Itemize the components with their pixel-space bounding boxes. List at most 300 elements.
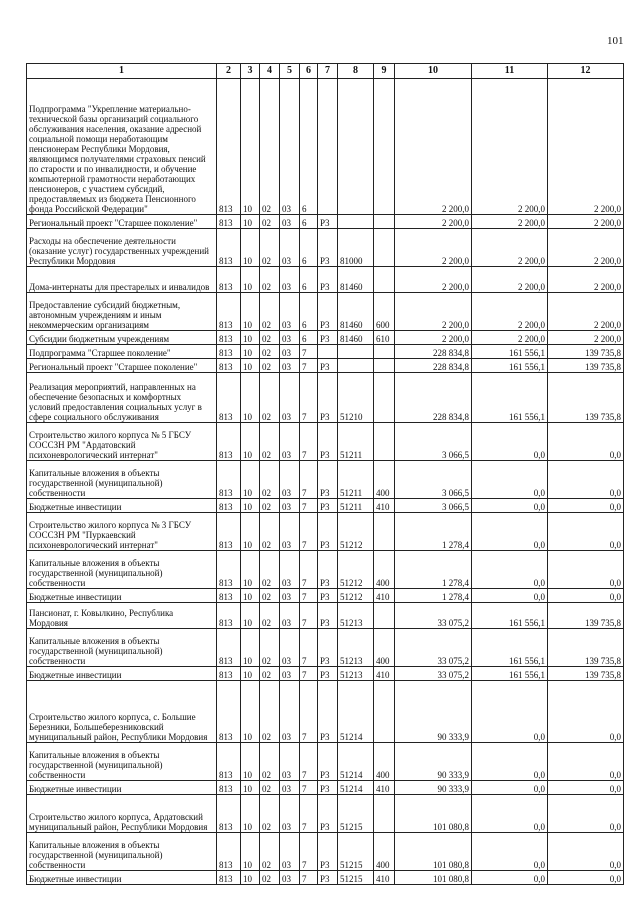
section-cell: 10 — [241, 229, 260, 267]
amount-year2-cell: 161 556,1 — [472, 359, 548, 373]
section-cell: 10 — [241, 603, 260, 629]
amount-year3-cell: 139 735,8 — [548, 373, 624, 423]
program-cell: 03 — [280, 589, 300, 603]
row-name-cell: Пансионат, г. Ковылкино, Республика Мордовия — [27, 603, 217, 629]
subprogram-cell: 7 — [300, 795, 318, 833]
table-row — [27, 423, 624, 461]
amount-year3-cell: 2 200,0 — [548, 267, 624, 293]
amount-year2-cell: 2 200,0 — [472, 331, 548, 345]
direction-cell: 51214 — [338, 743, 374, 781]
direction-cell: 81460 — [338, 293, 374, 331]
program-cell: 03 — [280, 551, 300, 589]
section-cell: 10 — [241, 293, 260, 331]
table-row — [27, 551, 624, 589]
project-cell: P3 — [318, 373, 338, 423]
row-name-cell: Реализация мероприятий, направленных на обеспечение безопасных и комфортных условий предоставления социальных услуг в сфере социального обслуживания — [27, 373, 217, 423]
subsection-cell: 02 — [260, 499, 280, 513]
amount-year3-cell: 0,0 — [548, 871, 624, 885]
amount-year2-cell: 161 556,1 — [472, 345, 548, 359]
row-name-cell: Субсидии бюджетным учреждениям — [27, 331, 217, 345]
amount-year1-cell: 2 200,0 — [395, 267, 472, 293]
column-header: 5 — [280, 64, 300, 79]
amount-year3-cell: 2 200,0 — [548, 215, 624, 229]
project-cell: P3 — [318, 743, 338, 781]
expense-type-cell: 400 — [374, 551, 395, 589]
amount-year3-cell: 2 200,0 — [548, 293, 624, 331]
amount-year1-cell: 2 200,0 — [395, 229, 472, 267]
table-row — [27, 229, 624, 267]
expense-type-cell — [374, 681, 395, 743]
amount-year3-cell: 0,0 — [548, 589, 624, 603]
row-name-cell: Бюджетные инвестиции — [27, 781, 217, 795]
program-cell: 03 — [280, 79, 300, 215]
expense-type-cell: 410 — [374, 871, 395, 885]
subprogram-cell: 7 — [300, 359, 318, 373]
amount-year2-cell: 2 200,0 — [472, 215, 548, 229]
amount-year1-cell: 2 200,0 — [395, 79, 472, 215]
column-header: 11 — [472, 64, 548, 79]
gb-code-cell: 813 — [217, 423, 241, 461]
row-name-cell: Капитальные вложения в объекты государственной (муниципальной) собственности — [27, 833, 217, 871]
row-name-cell: Бюджетные инвестиции — [27, 667, 217, 681]
subprogram-cell: 6 — [300, 215, 318, 229]
amount-year2-cell: 2 200,0 — [472, 79, 548, 215]
direction-cell — [338, 345, 374, 359]
project-cell: P3 — [318, 331, 338, 345]
table-row — [27, 589, 624, 603]
table-row — [27, 499, 624, 513]
subsection-cell: 02 — [260, 589, 280, 603]
gb-code-cell: 813 — [217, 79, 241, 215]
subprogram-cell: 7 — [300, 589, 318, 603]
amount-year3-cell: 0,0 — [548, 423, 624, 461]
direction-cell: 51211 — [338, 423, 374, 461]
gb-code-cell: 813 — [217, 499, 241, 513]
amount-year2-cell: 161 556,1 — [472, 629, 548, 667]
program-cell: 03 — [280, 461, 300, 499]
program-cell: 03 — [280, 345, 300, 359]
expense-type-cell: 600 — [374, 293, 395, 331]
expense-type-cell: 410 — [374, 781, 395, 795]
table-row — [27, 359, 624, 373]
section-cell: 10 — [241, 629, 260, 667]
amount-year1-cell: 101 080,8 — [395, 871, 472, 885]
section-cell: 10 — [241, 79, 260, 215]
direction-cell: 51211 — [338, 461, 374, 499]
row-name-cell: Подпрограмма "Старшее поколение" — [27, 345, 217, 359]
gb-code-cell: 813 — [217, 589, 241, 603]
expense-type-cell — [374, 267, 395, 293]
subsection-cell: 02 — [260, 267, 280, 293]
amount-year2-cell: 0,0 — [472, 461, 548, 499]
subprogram-cell: 7 — [300, 461, 318, 499]
table-row — [27, 629, 624, 667]
program-cell: 03 — [280, 229, 300, 267]
amount-year1-cell: 33 075,2 — [395, 629, 472, 667]
amount-year3-cell: 0,0 — [548, 461, 624, 499]
row-name-cell: Строительство жилого корпуса, с. Большие Березники, Большеберезниковский муниципальный район, Республики Мордовия — [27, 681, 217, 743]
amount-year2-cell: 0,0 — [472, 551, 548, 589]
amount-year1-cell: 1 278,4 — [395, 513, 472, 551]
expense-type-cell: 400 — [374, 461, 395, 499]
program-cell: 03 — [280, 603, 300, 629]
table-row — [27, 743, 624, 781]
amount-year3-cell: 139 735,8 — [548, 667, 624, 681]
amount-year2-cell: 0,0 — [472, 513, 548, 551]
amount-year1-cell: 3 066,5 — [395, 499, 472, 513]
expense-type-cell — [374, 423, 395, 461]
amount-year2-cell: 161 556,1 — [472, 373, 548, 423]
subsection-cell: 02 — [260, 513, 280, 551]
amount-year2-cell: 2 200,0 — [472, 267, 548, 293]
amount-year1-cell: 2 200,0 — [395, 293, 472, 331]
direction-cell — [338, 359, 374, 373]
section-cell: 10 — [241, 681, 260, 743]
gb-code-cell: 813 — [217, 667, 241, 681]
gb-code-cell: 813 — [217, 795, 241, 833]
project-cell: P3 — [318, 589, 338, 603]
subsection-cell: 02 — [260, 795, 280, 833]
amount-year3-cell: 0,0 — [548, 499, 624, 513]
amount-year1-cell: 228 834,8 — [395, 345, 472, 359]
program-cell: 03 — [280, 423, 300, 461]
amount-year1-cell: 2 200,0 — [395, 331, 472, 345]
amount-year3-cell: 0,0 — [548, 743, 624, 781]
subsection-cell: 02 — [260, 229, 280, 267]
gb-code-cell: 813 — [217, 629, 241, 667]
expense-type-cell — [374, 513, 395, 551]
column-header: 9 — [374, 64, 395, 79]
subsection-cell: 02 — [260, 345, 280, 359]
row-name-cell: Бюджетные инвестиции — [27, 499, 217, 513]
subprogram-cell: 7 — [300, 743, 318, 781]
section-cell: 10 — [241, 331, 260, 345]
subprogram-cell: 7 — [300, 513, 318, 551]
table-row — [27, 215, 624, 229]
section-cell: 10 — [241, 781, 260, 795]
direction-cell: 51215 — [338, 795, 374, 833]
subprogram-cell: 6 — [300, 293, 318, 331]
row-name-cell: Расходы на обеспечение деятельности (оказание услуг) государственных учреждений Республики Мордовия — [27, 229, 217, 267]
subprogram-cell: 7 — [300, 603, 318, 629]
expense-type-cell: 410 — [374, 667, 395, 681]
gb-code-cell: 813 — [217, 781, 241, 795]
subsection-cell: 02 — [260, 629, 280, 667]
amount-year1-cell: 33 075,2 — [395, 667, 472, 681]
program-cell: 03 — [280, 833, 300, 871]
project-cell: P3 — [318, 871, 338, 885]
amount-year3-cell: 0,0 — [548, 551, 624, 589]
program-cell: 03 — [280, 781, 300, 795]
table-row — [27, 461, 624, 499]
section-cell: 10 — [241, 345, 260, 359]
section-cell: 10 — [241, 871, 260, 885]
row-name-cell: Капитальные вложения в объекты государственной (муниципальной) собственности — [27, 629, 217, 667]
amount-year1-cell: 101 080,8 — [395, 833, 472, 871]
subsection-cell: 02 — [260, 871, 280, 885]
amount-year2-cell: 0,0 — [472, 781, 548, 795]
amount-year2-cell: 0,0 — [472, 423, 548, 461]
section-cell: 10 — [241, 423, 260, 461]
amount-year1-cell: 1 278,4 — [395, 551, 472, 589]
row-name-cell: Предоставление субсидий бюджетным, автономным учреждениям и иным некоммерческим организациям — [27, 293, 217, 331]
subprogram-cell: 7 — [300, 667, 318, 681]
gb-code-cell: 813 — [217, 871, 241, 885]
subsection-cell: 02 — [260, 781, 280, 795]
subprogram-cell: 6 — [300, 267, 318, 293]
project-cell: P3 — [318, 629, 338, 667]
expense-type-cell: 410 — [374, 499, 395, 513]
subsection-cell: 02 — [260, 603, 280, 629]
amount-year2-cell: 0,0 — [472, 743, 548, 781]
section-cell: 10 — [241, 359, 260, 373]
amount-year2-cell: 0,0 — [472, 499, 548, 513]
gb-code-cell: 813 — [217, 743, 241, 781]
gb-code-cell: 813 — [217, 603, 241, 629]
subprogram-cell: 6 — [300, 229, 318, 267]
amount-year1-cell: 33 075,2 — [395, 603, 472, 629]
section-cell: 10 — [241, 833, 260, 871]
amount-year1-cell: 90 333,9 — [395, 781, 472, 795]
table-row — [27, 681, 624, 743]
program-cell: 03 — [280, 267, 300, 293]
direction-cell: 51215 — [338, 833, 374, 871]
expense-type-cell — [374, 373, 395, 423]
amount-year2-cell: 161 556,1 — [472, 603, 548, 629]
amount-year3-cell: 0,0 — [548, 681, 624, 743]
subprogram-cell: 6 — [300, 331, 318, 345]
subsection-cell: 02 — [260, 423, 280, 461]
section-cell: 10 — [241, 589, 260, 603]
table-row — [27, 667, 624, 681]
amount-year1-cell: 2 200,0 — [395, 215, 472, 229]
direction-cell: 51210 — [338, 373, 374, 423]
row-name-cell: Бюджетные инвестиции — [27, 589, 217, 603]
program-cell: 03 — [280, 359, 300, 373]
amount-year2-cell: 0,0 — [472, 833, 548, 871]
direction-cell: 51213 — [338, 667, 374, 681]
project-cell: P3 — [318, 795, 338, 833]
subprogram-cell: 7 — [300, 551, 318, 589]
project-cell: P3 — [318, 461, 338, 499]
subprogram-cell: 7 — [300, 871, 318, 885]
amount-year3-cell: 139 735,8 — [548, 629, 624, 667]
direction-cell: 51213 — [338, 629, 374, 667]
section-cell: 10 — [241, 499, 260, 513]
direction-cell — [338, 79, 374, 215]
amount-year3-cell: 0,0 — [548, 513, 624, 551]
direction-cell: 51212 — [338, 551, 374, 589]
gb-code-cell: 813 — [217, 461, 241, 499]
direction-cell: 51211 — [338, 499, 374, 513]
table-row — [27, 603, 624, 629]
amount-year2-cell: 0,0 — [472, 589, 548, 603]
program-cell: 03 — [280, 215, 300, 229]
section-cell: 10 — [241, 795, 260, 833]
table-row — [27, 373, 624, 423]
column-header: 12 — [548, 64, 624, 79]
subprogram-cell: 7 — [300, 833, 318, 871]
subsection-cell: 02 — [260, 681, 280, 743]
row-name-cell: Подпрограмма "Укрепление материально-технической базы организаций социального обслуживания населения, оказание адресной социальной помощи неработающим пенсионерам Республики Мордовия, являющимся получателями страховых пенсий по старости и по инвалидности, и обучение компьютерной грамотности неработающих пенсионеров, с участием субсидий, предоставляемых из бюджета Пенсионного фонда Российской Федерации" — [27, 79, 217, 215]
section-cell: 10 — [241, 513, 260, 551]
section-cell: 10 — [241, 373, 260, 423]
row-name-cell: Бюджетные инвестиции — [27, 871, 217, 885]
gb-code-cell: 813 — [217, 293, 241, 331]
project-cell — [318, 79, 338, 215]
subsection-cell: 02 — [260, 359, 280, 373]
amount-year3-cell: 0,0 — [548, 781, 624, 795]
section-cell: 10 — [241, 461, 260, 499]
subprogram-cell: 7 — [300, 499, 318, 513]
amount-year3-cell: 139 735,8 — [548, 603, 624, 629]
amount-year3-cell: 2 200,0 — [548, 79, 624, 215]
project-cell: P3 — [318, 551, 338, 589]
gb-code-cell: 813 — [217, 267, 241, 293]
project-cell — [318, 345, 338, 359]
direction-cell: 51214 — [338, 681, 374, 743]
amount-year3-cell: 139 735,8 — [548, 359, 624, 373]
amount-year2-cell: 0,0 — [472, 795, 548, 833]
direction-cell — [338, 215, 374, 229]
program-cell: 03 — [280, 513, 300, 551]
section-cell: 10 — [241, 551, 260, 589]
table-row — [27, 293, 624, 331]
gb-code-cell: 813 — [217, 331, 241, 345]
expense-type-cell — [374, 345, 395, 359]
program-cell: 03 — [280, 331, 300, 345]
row-name-cell: Региональный проект "Старшее поколение" — [27, 359, 217, 373]
column-header: 6 — [300, 64, 318, 79]
gb-code-cell: 813 — [217, 551, 241, 589]
program-cell: 03 — [280, 629, 300, 667]
column-header: 2 — [217, 64, 241, 79]
gb-code-cell: 813 — [217, 345, 241, 359]
row-name-cell: Строительство жилого корпуса, Ардатовский муниципальный район, Республики Мордовия — [27, 795, 217, 833]
subsection-cell: 02 — [260, 461, 280, 499]
expense-type-cell — [374, 229, 395, 267]
project-cell: P3 — [318, 229, 338, 267]
program-cell: 03 — [280, 293, 300, 331]
direction-cell: 81460 — [338, 267, 374, 293]
amount-year1-cell: 228 834,8 — [395, 359, 472, 373]
table-row — [27, 267, 624, 293]
row-name-cell: Строительство жилого корпуса № 3 ГБСУ СОССЗН РМ "Пуркаевский психоневрологический интернат" — [27, 513, 217, 551]
row-name-cell: Капитальные вложения в объекты государственной (муниципальной) собственности — [27, 551, 217, 589]
subprogram-cell: 7 — [300, 345, 318, 359]
row-name-cell: Региональный проект "Старшее поколение" — [27, 215, 217, 229]
gb-code-cell: 813 — [217, 833, 241, 871]
table-header-row — [27, 64, 624, 79]
program-cell: 03 — [280, 743, 300, 781]
subprogram-cell: 7 — [300, 373, 318, 423]
column-header: 8 — [338, 64, 374, 79]
amount-year3-cell: 2 200,0 — [548, 229, 624, 267]
column-header: 4 — [260, 64, 280, 79]
gb-code-cell: 813 — [217, 513, 241, 551]
project-cell: P3 — [318, 423, 338, 461]
subsection-cell: 02 — [260, 373, 280, 423]
direction-cell: 81000 — [338, 229, 374, 267]
direction-cell: 51215 — [338, 871, 374, 885]
row-name-cell: Строительство жилого корпуса № 5 ГБСУ СОССЗН РМ "Ардатовский психоневрологический интернат" — [27, 423, 217, 461]
column-header: 10 — [395, 64, 472, 79]
subprogram-cell: 7 — [300, 629, 318, 667]
program-cell: 03 — [280, 795, 300, 833]
row-name-cell: Дома-интернаты для престарелых и инвалидов — [27, 267, 217, 293]
amount-year3-cell: 0,0 — [548, 795, 624, 833]
amount-year1-cell: 1 278,4 — [395, 589, 472, 603]
column-header: 3 — [241, 64, 260, 79]
direction-cell: 51213 — [338, 603, 374, 629]
subsection-cell: 02 — [260, 667, 280, 681]
program-cell: 03 — [280, 667, 300, 681]
expense-type-cell: 400 — [374, 629, 395, 667]
gb-code-cell: 813 — [217, 359, 241, 373]
amount-year3-cell: 2 200,0 — [548, 331, 624, 345]
program-cell: 03 — [280, 871, 300, 885]
subsection-cell: 02 — [260, 551, 280, 589]
subprogram-cell: 7 — [300, 781, 318, 795]
table-row — [27, 79, 624, 215]
project-cell: P3 — [318, 293, 338, 331]
budget-table — [26, 63, 624, 885]
project-cell: P3 — [318, 603, 338, 629]
direction-cell: 51212 — [338, 589, 374, 603]
expense-type-cell: 410 — [374, 589, 395, 603]
project-cell: P3 — [318, 267, 338, 293]
subprogram-cell: 6 — [300, 79, 318, 215]
gb-code-cell: 813 — [217, 681, 241, 743]
section-cell: 10 — [241, 267, 260, 293]
project-cell: P3 — [318, 781, 338, 795]
gb-code-cell: 813 — [217, 229, 241, 267]
amount-year2-cell: 0,0 — [472, 871, 548, 885]
table-row — [27, 345, 624, 359]
program-cell: 03 — [280, 499, 300, 513]
amount-year1-cell: 3 066,5 — [395, 461, 472, 499]
program-cell: 03 — [280, 373, 300, 423]
subsection-cell: 02 — [260, 833, 280, 871]
amount-year3-cell: 139 735,8 — [548, 345, 624, 359]
amount-year2-cell: 161 556,1 — [472, 667, 548, 681]
expense-type-cell — [374, 215, 395, 229]
table-row — [27, 513, 624, 551]
table-row — [27, 331, 624, 345]
project-cell: P3 — [318, 359, 338, 373]
table-row — [27, 833, 624, 871]
amount-year2-cell: 2 200,0 — [472, 229, 548, 267]
project-cell: P3 — [318, 499, 338, 513]
section-cell: 10 — [241, 743, 260, 781]
section-cell: 10 — [241, 667, 260, 681]
row-name-cell: Капитальные вложения в объекты государственной (муниципальной) собственности — [27, 743, 217, 781]
column-header: 1 — [27, 64, 217, 79]
subsection-cell: 02 — [260, 293, 280, 331]
column-header: 7 — [318, 64, 338, 79]
project-cell: P3 — [318, 667, 338, 681]
amount-year1-cell: 101 080,8 — [395, 795, 472, 833]
expense-type-cell — [374, 79, 395, 215]
expense-type-cell: 610 — [374, 331, 395, 345]
amount-year2-cell: 2 200,0 — [472, 293, 548, 331]
expense-type-cell — [374, 795, 395, 833]
subprogram-cell: 7 — [300, 423, 318, 461]
amount-year1-cell: 90 333,9 — [395, 743, 472, 781]
amount-year3-cell: 0,0 — [548, 833, 624, 871]
amount-year1-cell: 90 333,9 — [395, 681, 472, 743]
section-cell: 10 — [241, 215, 260, 229]
